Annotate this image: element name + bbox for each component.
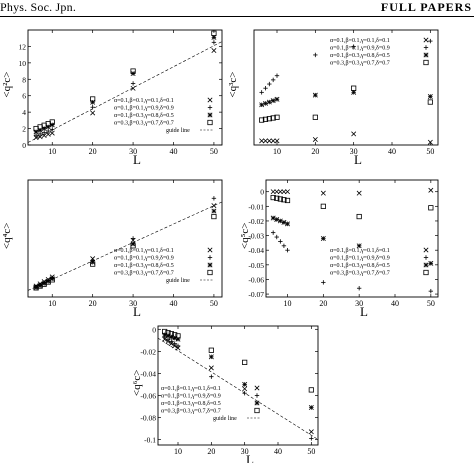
x-tick-label: 10: [283, 299, 292, 308]
y-tick-label: 10: [18, 58, 26, 68]
legend-label: α=0.3,β=0.3,γ=0.7,δ=0.7: [330, 60, 390, 67]
data-point: [267, 139, 271, 143]
data-point: [209, 348, 213, 352]
data-point: [285, 248, 289, 252]
legend-label: α=0.1,β=0.1,γ=0.1,δ=0.1: [114, 248, 174, 254]
x-tick-label: 10: [48, 299, 57, 308]
data-point: [351, 90, 355, 94]
data-point: [321, 191, 325, 195]
legend-label: guide line: [213, 416, 237, 422]
data-point: [271, 230, 275, 234]
y-axis-label: <q⁴c>: [1, 222, 13, 250]
x-tick-label: 50: [426, 299, 435, 308]
legend-label: α=0.1,β=0.3,γ=0.8,δ=0.5: [161, 401, 221, 407]
legend-marker: [208, 98, 212, 102]
y-axis-label: <q²c>: [1, 71, 13, 98]
data-point: [321, 280, 325, 284]
data-point: [242, 360, 246, 364]
x-tick-label: 40: [388, 147, 396, 156]
legend-marker: [424, 255, 428, 259]
data-point: [131, 81, 135, 85]
chart-q4: [0, 170, 236, 318]
data-point: [259, 90, 263, 94]
data-point: [357, 191, 361, 195]
y-tick-label: 0: [22, 141, 26, 150]
legend-marker: [255, 386, 259, 390]
x-axis-label: L: [133, 304, 141, 319]
header-rule: [0, 16, 474, 17]
plot-frame: [28, 30, 222, 145]
y-tick-label: -0.04: [248, 246, 264, 256]
chart-q3: [227, 18, 474, 167]
legend-label: α=0.1,β=0.3,γ=0.8,δ=0.5: [114, 113, 174, 119]
data-point: [313, 137, 317, 141]
data-point: [357, 214, 361, 218]
data-point: [34, 130, 38, 134]
data-point: [309, 405, 313, 409]
data-point: [212, 40, 216, 44]
data-point: [357, 286, 361, 290]
x-tick-label: 20: [311, 147, 320, 156]
data-point: [271, 98, 275, 102]
legend-marker: [424, 38, 428, 42]
data-point: [309, 436, 313, 440]
legend-label: α=0.1,β=0.1,γ=0.9,δ=0.9: [114, 105, 174, 112]
data-point: [282, 244, 286, 248]
x-tick-label: 20: [88, 147, 97, 156]
data-point: [313, 93, 317, 97]
section-header: FULL PAPERS: [380, 0, 472, 14]
data-point: [209, 355, 213, 359]
y-tick-label: 4: [22, 108, 26, 118]
data-point: [259, 139, 263, 143]
data-point: [212, 196, 216, 200]
x-tick-label: 20: [207, 447, 216, 456]
x-tick-label: 40: [391, 299, 399, 308]
legend-marker: [424, 263, 428, 267]
y-tick-label: -0.06: [140, 391, 156, 401]
legend-label: α=0.1,β=0.1,γ=0.9,δ=0.9: [161, 393, 221, 400]
x-tick-label: 30: [355, 299, 364, 308]
data-point: [351, 86, 355, 90]
x-tick-label: 40: [169, 299, 178, 308]
data-point: [428, 94, 432, 98]
x-tick-label: 50: [209, 299, 218, 308]
y-tick-label: 2: [22, 124, 26, 134]
data-point: [321, 236, 325, 240]
y-axis-label: <q³c>: [227, 71, 239, 98]
legend-marker: [208, 105, 212, 109]
data-point: [209, 374, 213, 378]
legend-marker: [208, 263, 212, 267]
y-tick-label: -0.01: [248, 202, 264, 212]
y-tick-label: -0.07: [248, 290, 264, 300]
legend-label: guide line: [166, 128, 190, 134]
chart-q6: [118, 318, 354, 463]
data-point: [278, 239, 282, 243]
legend-marker: [208, 270, 212, 274]
x-axis-label: L: [246, 452, 254, 463]
data-point: [212, 203, 216, 207]
data-point: [263, 139, 267, 143]
y-tick-label: 0: [152, 325, 156, 335]
data-point: [90, 111, 94, 115]
data-point: [131, 236, 135, 240]
legend-marker: [424, 270, 428, 274]
data-point: [263, 101, 267, 105]
legend-label: α=0.1,β=0.1,γ=0.1,δ=0.1: [330, 248, 390, 254]
legend-label: α=0.1,β=0.3,γ=0.8,δ=0.5: [330, 263, 390, 269]
data-point: [212, 214, 216, 218]
data-point: [90, 105, 94, 109]
guide-line: [28, 202, 222, 290]
y-tick-label: 0: [260, 187, 264, 197]
y-tick-label: -0.08: [140, 413, 156, 423]
data-point: [429, 261, 433, 265]
x-tick-label: 50: [426, 147, 435, 156]
legend-label: α=0.3,β=0.3,γ=0.7,δ=0.7: [114, 270, 174, 277]
data-point: [90, 100, 94, 104]
data-point: [351, 132, 355, 136]
journal-header: Phys. Soc. Jpn.: [0, 0, 77, 14]
y-tick-label: 8: [22, 75, 26, 85]
data-point: [242, 391, 246, 395]
legend-marker: [208, 255, 212, 259]
data-point: [176, 337, 180, 341]
x-tick-label: 10: [174, 447, 182, 456]
legend-label: α=0.3,β=0.3,γ=0.7,δ=0.7: [114, 120, 174, 127]
data-point: [429, 188, 433, 192]
data-point: [212, 48, 216, 52]
x-tick-label: 40: [274, 447, 282, 456]
y-axis-label: <q⁵c>: [239, 222, 251, 250]
legend-marker: [424, 248, 428, 252]
data-point: [285, 190, 289, 194]
legend-marker: [208, 248, 212, 252]
x-tick-label: 30: [129, 147, 138, 156]
data-point: [271, 139, 275, 143]
legend-marker: [424, 60, 428, 64]
legend-label: α=0.1,β=0.1,γ=0.1,δ=0.1: [114, 98, 174, 104]
legend-label: α=0.1,β=0.1,γ=0.9,δ=0.9: [114, 255, 174, 262]
data-point: [313, 115, 317, 119]
x-tick-label: 20: [88, 299, 97, 308]
data-point: [263, 86, 267, 90]
data-point: [313, 53, 317, 57]
legend-marker: [255, 408, 259, 412]
data-point: [321, 204, 325, 208]
data-point: [242, 382, 246, 386]
data-point: [285, 222, 289, 226]
y-tick-label: -0.1: [144, 435, 156, 445]
x-axis-label: L: [133, 152, 141, 167]
data-point: [259, 103, 263, 107]
legend-marker: [255, 393, 259, 397]
data-point: [309, 430, 313, 434]
data-point: [309, 388, 313, 392]
y-tick-label: -0.03: [248, 231, 264, 241]
x-tick-label: 30: [349, 147, 358, 156]
data-point: [267, 82, 271, 86]
data-point: [275, 74, 279, 78]
x-axis-label: L: [354, 152, 362, 167]
guide-line: [28, 42, 222, 143]
x-tick-label: 50: [209, 147, 218, 156]
legend-label: α=0.1,β=0.1,γ=0.9,δ=0.9: [330, 45, 390, 52]
x-tick-label: 50: [307, 447, 316, 456]
y-tick-label: 12: [18, 42, 26, 52]
legend-marker: [255, 401, 259, 405]
legend-marker: [424, 53, 428, 57]
plot-frame: [266, 180, 438, 297]
legend-label: α=0.3,β=0.3,γ=0.7,δ=0.7: [330, 270, 390, 277]
data-point: [267, 100, 271, 104]
chart-q2: [0, 18, 236, 166]
data-point: [209, 366, 213, 370]
y-tick-label: -0.04: [140, 369, 156, 379]
legend-label: α=0.3,β=0.3,γ=0.7,δ=0.7: [161, 408, 221, 415]
legend-label: α=0.1,β=0.3,γ=0.8,δ=0.5: [114, 263, 174, 269]
x-tick-label: 10: [48, 147, 57, 156]
data-point: [429, 206, 433, 210]
legend-marker: [208, 113, 212, 117]
data-point: [429, 289, 433, 293]
data-point: [428, 100, 432, 104]
data-point: [271, 78, 275, 82]
legend-marker: [208, 120, 212, 124]
x-tick-label: 30: [129, 299, 138, 308]
x-tick-label: 30: [240, 447, 249, 456]
legend-label: α=0.1,β=0.1,γ=0.1,δ=0.1: [330, 38, 390, 44]
plot-frame: [28, 180, 222, 297]
y-tick-label: -0.05: [248, 260, 264, 270]
legend-label: guide line: [166, 278, 190, 284]
legend-label: α=0.1,β=0.1,γ=0.1,δ=0.1: [161, 386, 221, 392]
y-axis-label: <q⁶c>: [131, 369, 143, 397]
data-point: [275, 235, 279, 239]
chart-q5: [236, 170, 474, 318]
data-point: [275, 97, 279, 101]
data-point: [428, 39, 432, 43]
x-axis-label: L: [360, 304, 368, 319]
y-tick-label: -0.02: [140, 347, 156, 357]
legend-label: α=0.1,β=0.1,γ=0.9,δ=0.9: [330, 255, 390, 262]
x-tick-label: 10: [273, 147, 281, 156]
x-tick-label: 20: [319, 299, 328, 308]
data-point: [212, 209, 216, 213]
y-tick-label: -0.06: [248, 275, 264, 285]
data-point: [242, 387, 246, 391]
legend-marker: [424, 45, 428, 49]
x-tick-label: 40: [169, 147, 178, 156]
y-tick-label: 6: [22, 91, 26, 101]
y-tick-label: -0.02: [248, 216, 264, 226]
legend-label: α=0.1,β=0.3,γ=0.8,δ=0.5: [330, 53, 390, 59]
